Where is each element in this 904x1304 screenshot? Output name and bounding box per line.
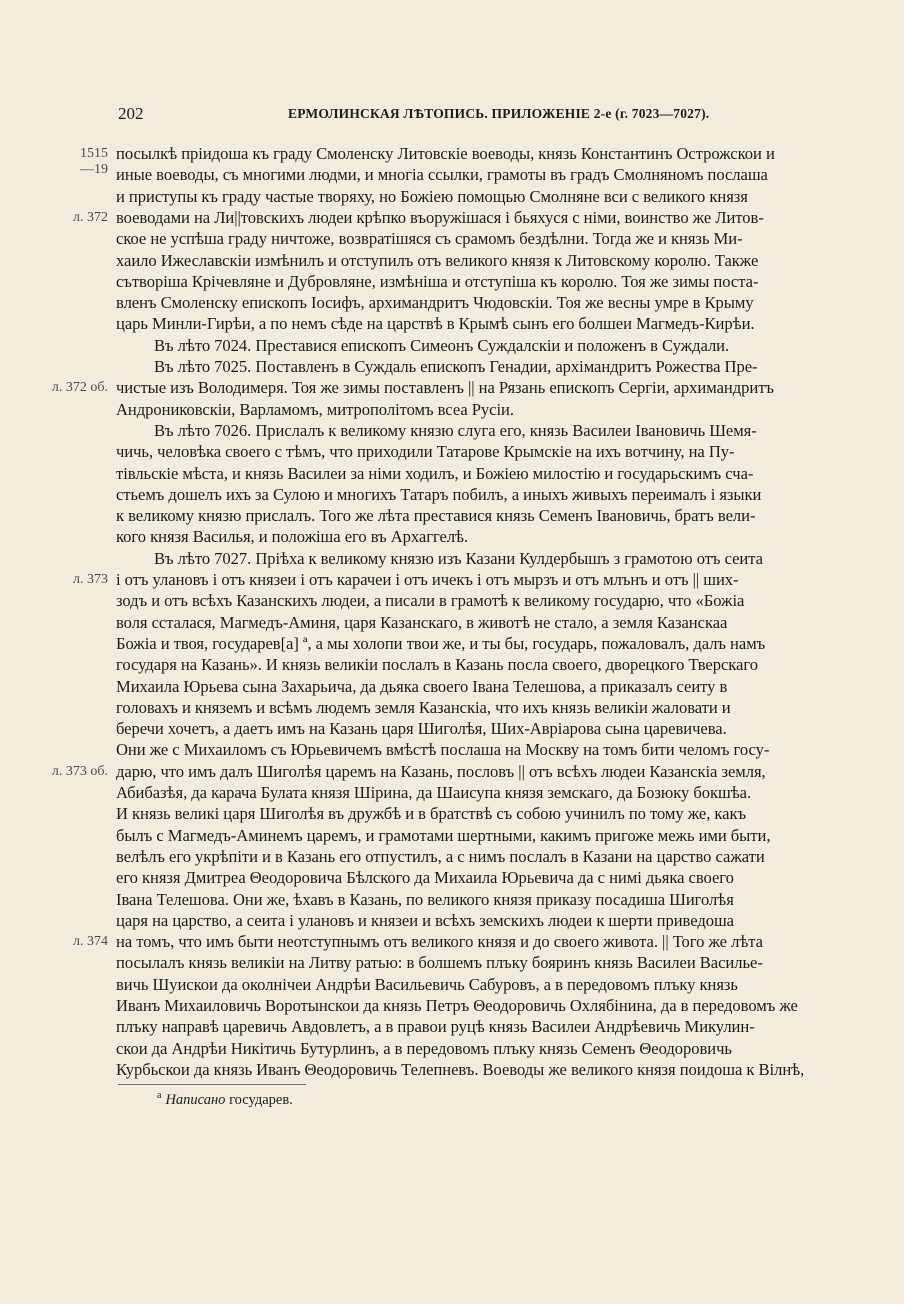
running-head: ЕРМОЛИНСКАЯ ЛѢТОПИСЬ. ПРИЛОЖЕНІЕ 2-е (г. 7023—7027). <box>288 106 710 121</box>
text-line: вленъ Смоленску епископъ Іосифъ, архимандритъ Чюдовскіи. Тоя же весны умре в Крыму <box>116 293 754 312</box>
text-line: Андрониковскіи, Варламомъ, митрополітомъ всеа Русіи. <box>116 400 514 419</box>
text-line: его князя Дмитреа Θеодоровича Бѣлского да Михаила Юрьевича да с нимі дьяка своего <box>116 868 734 887</box>
text-line: к великому князю прислалъ. Того же лѣта преставися князь Семенъ Івановичь, братъ вели- <box>116 506 756 525</box>
text-line: Въ лѣто 7025. Поставленъ в Суждаль епископъ Генадии, архімандритъ Рожества Пре- <box>154 357 758 376</box>
text-line: и приступы къ граду частые творяху, но Божіею помощью Смолняне вси с великого князя <box>116 187 748 206</box>
text-line: Івана Телешова. Они же, ѣхавъ в Казань, по великого князя приказу посадиша Шиголѣя <box>116 890 734 909</box>
footnote <box>157 1090 293 1109</box>
text-line: Они же с Михаиломъ съ Юрьевичемъ вмѣстѣ послаша на Москву на томъ бити челомъ госу- <box>116 740 770 759</box>
margin-note-year-range: —19 <box>80 162 108 177</box>
margin-note-folio: л. 374 <box>73 934 108 949</box>
text-line: стьемъ дошелъ ихъ за Сулою и многихъ Татаръ побилъ, а иныхъ живыхъ переималъ і языки <box>116 485 762 504</box>
text-line: царь Минли-Гирѣи, а по немъ сѣде на царствѣ в Крымѣ сынъ его болшеи Магмедъ-Кирѣи. <box>116 314 755 333</box>
text-line: воля ссталася, Магмедъ-Аминя, царя Казанскаго, в животѣ не стало, а земля Казанскаа <box>116 613 728 632</box>
margin-note-folio: л. 372 <box>73 210 108 225</box>
footnote-mark: a <box>157 1090 162 1101</box>
text-line: плъку направѣ царевичь Авдовлетъ, а в правои руцѣ князь Василеи Андрѣевичь Микулин- <box>116 1017 755 1036</box>
text-line: Въ лѣто 7026. Прислалъ к великому князю слуга его, князь Василеи Івановичь Шемя- <box>154 421 757 440</box>
text-line: посылалъ князь великіи на Литву ратью: в болшемъ плъку бояринъ князь Василеи Василье- <box>116 953 763 972</box>
text-line: Курбьскои да князь Иванъ Θеодоровичь Телепневъ. Воеводы же великого князя поидоша к Вілнѣ, <box>116 1060 805 1079</box>
text-line: хаило Ижеславскіи измѣнилъ и отступилъ отъ великого князя к Литовскому королю. Также <box>116 251 759 270</box>
text-line: царя на царство, а сеита і улановъ и князеи и всѣхъ земскихъ людеи к шерти приведоша <box>116 911 735 930</box>
text-line: Иванъ Михаиловичь Воротынскои да князь Петръ Θеодоровичь Охлябінина, да в передовомъ же <box>116 996 798 1015</box>
text-line: зодъ и отъ всѣхъ Казанскихъ людеи, а писали в грамотѣ к великому государю, что «Божіа <box>116 591 745 610</box>
text-line: чистые изъ Володимеря. Тоя же зимы поставленъ || на Рязань епископъ Сергіи, архимандритъ <box>116 378 774 397</box>
text-line: Абибазѣя, да карача Булата князя Шірина, да Шаисупа князя земскаго, да Бозюку бокшѣа. <box>116 783 752 802</box>
text-line: государя на Казань». И князь великіи послалъ в Казань посла своего, дворецкого Тверскаго <box>116 655 758 674</box>
text-line: скои да Андрѣи Никітичь Бутурлинъ, а в передовомъ плъку князь Семенъ Θеодоровичь <box>116 1039 732 1058</box>
text-line: кого князя Василья, и положіша его въ Архаггелѣ. <box>116 527 469 546</box>
margin-note-folio: л. 373 <box>73 572 108 587</box>
text-line: на томъ, что имъ быти неотступнымъ отъ великого князя и до своего живота. || Того же лѣта <box>116 932 763 951</box>
text-line: і отъ улановъ і отъ князеи і отъ карачеи і отъ ичекъ і отъ мырзъ и отъ млънъ и отъ || ших- <box>116 570 739 589</box>
text-line: вичь Шуискои да околнічеи Андрѣи Васильевичь Сабуровъ, а в передовомъ плъку князь <box>116 975 738 994</box>
text-line: воеводами на Ли||товскихъ людеи крѣпко въоружішася і бьяхуся с німи, воинство же Литов- <box>116 208 764 227</box>
margin-note-year: 1515 <box>80 146 108 161</box>
text-line: сътворіша Крічевляне и Дубровляне, измѣніша и отступіша къ королю. Тоя же зимы поста- <box>116 272 759 291</box>
text-line: беречи хочетъ, а даетъ имъ на Казань царя Шиголѣя, Ших-Авріарова сына царевичева. <box>116 719 727 738</box>
page-header <box>118 104 834 126</box>
page-number: 202 <box>118 104 144 123</box>
text-line: И князь великі царя Шиголѣя въ дружбѣ и в братствѣ съ собою учинилъ по тому же, какъ <box>116 804 747 823</box>
text-line: чичь, человѣка своего с тѣмъ, что приходили Татарове Крымскіе на ихъ вотчину, на Пу- <box>116 442 735 461</box>
text-line: тівльскіе мѣста, и князь Василеи за німи ходилъ, и Божіею милостію и государьскимъ сча- <box>116 464 754 483</box>
text-line: дарю, что имъ далъ Шиголѣя царемъ на Казань, пословъ || отъ всѣхъ людеи Казанскіа земля, <box>116 762 766 781</box>
text-line: ское не успѣша граду ничтоже, возвратішяся съ срамомъ бездѣлни. Тогда же и князь Ми- <box>116 229 743 248</box>
text-line: иные воеводы, съ многими людми, и многіа ссылки, грамоты въ градъ Смолняномъ послаша <box>116 165 768 184</box>
footnote-text: государев. <box>229 1091 293 1108</box>
text-line: головахъ и княземъ и всѣмъ людемъ земля Казанскіа, что ихъ князь великіи жаловати и <box>116 698 731 717</box>
text-line: Божіа и твоя, государев[а] ª, а мы холопи твои же, и ты бы, государь, пожаловалъ, далъ намъ <box>116 634 766 653</box>
footnote-divider <box>118 1084 306 1085</box>
footnote-italic-text: Написано <box>165 1091 226 1108</box>
margin-note-folio: л. 373 об. <box>51 764 108 779</box>
text-line: Въ лѣто 7027. Пріѣха к великому князю изъ Казани Кулдербышъ з грамотою отъ сеита <box>154 549 763 568</box>
text-line: Въ лѣто 7024. Преставися епископъ Симеонъ Суждалскіи и положенъ в Суждали. <box>154 336 730 355</box>
text-line: посылкѣ пріидоша къ граду Смоленску Литовскіе воеводы, князь Константинъ Острожскои и <box>116 144 775 163</box>
margin-note-folio: л. 372 об. <box>51 380 108 395</box>
text-line: велѣлъ его укрѣпіти и в Казань его отпустилъ, а с нимъ послалъ в Казани на царство сажати <box>116 847 765 866</box>
text-line: Михаила Юрьева сына Захарьича, да дьяка своего Івана Телешова, а приказалъ сеиту в <box>116 677 728 696</box>
text-line: былъ с Магмедъ-Аминемъ царемъ, и грамотами шертными, какимъ пригоже межь ими быти, <box>116 826 771 845</box>
